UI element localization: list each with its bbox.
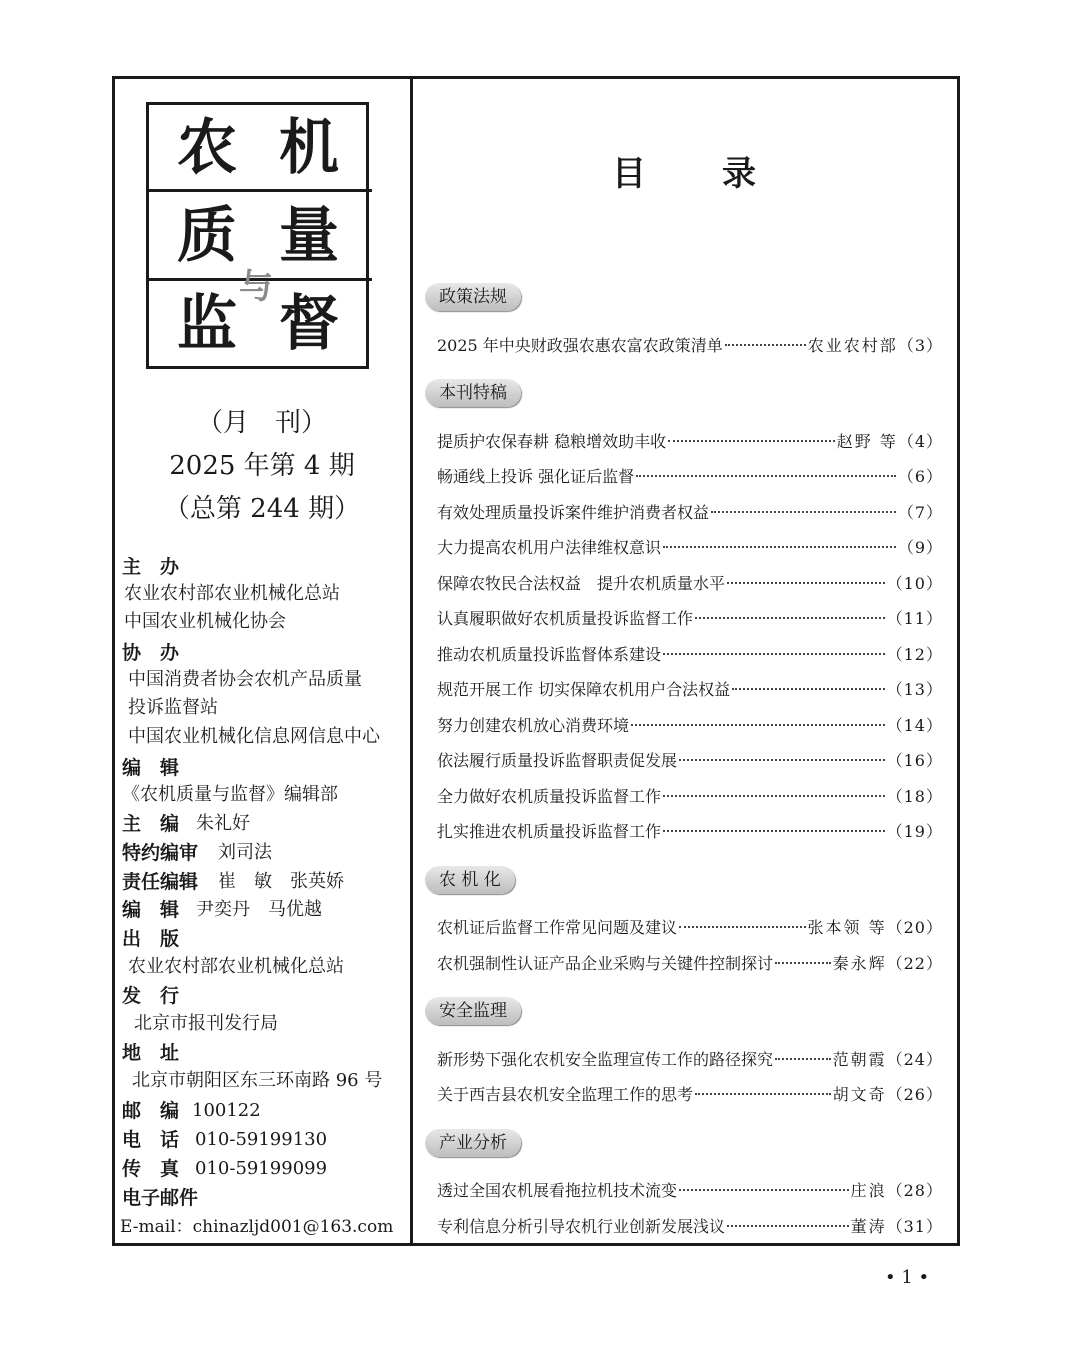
toc-entry[interactable] [437, 642, 943, 668]
toc-entry[interactable] [437, 1082, 943, 1108]
toc-entry-page: （6） [897, 467, 943, 486]
toc-entry-author: 胡文奇 [832, 1085, 887, 1104]
leader-dots [663, 830, 885, 832]
publisher-value: 农业农村部农业机械化总站 [128, 956, 344, 977]
toc-title: 目录 [612, 154, 832, 194]
toc-entry-author: 董涛 [850, 1217, 887, 1236]
email-label: 电子邮件 [122, 1187, 199, 1209]
toc-entry-title: 关于西吉县农机安全监理工作的思考 [437, 1085, 694, 1104]
toc-entry-title: 农机强制性认证产品企业采购与关键件控制探讨 [437, 954, 774, 973]
toc-entry-title: 提质护农保春耕 稳粮增效助丰收 [437, 432, 667, 451]
editors-label: 编 辑 [122, 899, 180, 921]
issue-number: 2025 年第 4 期 [169, 451, 355, 481]
leader-dots [679, 1189, 849, 1191]
toc-entry-page: （19） [886, 822, 943, 841]
logo-char-nong: 农 [177, 113, 237, 183]
fax-label: 传 真 [122, 1158, 180, 1180]
leader-dots [775, 962, 831, 964]
leader-dots [636, 475, 896, 477]
leader-dots [695, 1093, 831, 1095]
section-industry: 产业分析 [425, 1129, 521, 1157]
toc-entry-page: （10） [886, 574, 943, 593]
toc-entry-author: 农业农村部 [807, 336, 898, 355]
toc-entry-author: 庄浪 [850, 1181, 887, 1200]
logo-char-jian: 监 [177, 289, 237, 359]
toc-entry-page: （24） [886, 1050, 943, 1069]
cosponsor-value: 投诉监督站 [128, 697, 218, 718]
editor-value: 《农机质量与监督》编辑部 [122, 784, 338, 805]
toc-entry-page: （7） [897, 503, 943, 522]
toc-entry-title: 推动农机质量投诉监督体系建设 [437, 645, 662, 664]
column-divider [410, 76, 413, 1246]
toc-entry[interactable] [437, 819, 943, 845]
toc-entry-page: （4） [897, 432, 943, 451]
toc-entry-page: （9） [897, 538, 943, 557]
logo-char-yu: 与 [239, 267, 273, 307]
masthead-logo [146, 102, 369, 369]
toc-entry-title: 农机证后监督工作常见问题及建议 [437, 918, 678, 937]
toc-entry-title: 认真履职做好农机质量投诉监督工作 [437, 609, 694, 628]
toc-entry[interactable] [437, 1047, 943, 1073]
leader-dots [663, 795, 885, 797]
toc-entry[interactable] [437, 1178, 943, 1204]
leader-dots [727, 1225, 849, 1227]
toc-entry-author: 张本领 等 [807, 918, 887, 937]
section-mechanization: 农 机 化 [425, 866, 515, 894]
toc-entry[interactable] [437, 713, 943, 739]
leader-dots [663, 546, 896, 548]
toc-entry-page: （13） [886, 680, 943, 699]
toc-entry[interactable] [437, 464, 943, 490]
toc-entry[interactable] [437, 951, 943, 977]
leader-dots [679, 926, 806, 928]
leader-dots [695, 617, 885, 619]
leader-dots [727, 582, 885, 584]
postcode-label: 邮 编 [122, 1100, 180, 1122]
toc-entry-title: 依法履行质量投诉监督职责促发展 [437, 751, 678, 770]
cosponsor-value: 中国消费者协会农机产品质量 [128, 669, 362, 690]
logo-char-ji: 机 [279, 113, 339, 183]
toc-entry-page: （22） [886, 954, 943, 973]
toc-entry-page: （18） [886, 787, 943, 806]
special-editor-value: 刘司法 [218, 842, 272, 863]
editors-value: 尹奕丹 马优越 [196, 899, 322, 920]
phone-label: 电 话 [122, 1129, 180, 1151]
toc-entry-page: （20） [886, 918, 943, 937]
logo-char-zhi: 质 [177, 201, 237, 271]
leader-dots [631, 724, 885, 726]
toc-entry[interactable] [437, 915, 943, 941]
leader-dots [732, 688, 885, 690]
leader-dots [679, 759, 885, 761]
logo-rule [149, 189, 372, 192]
toc-entry[interactable] [437, 677, 943, 703]
logo-char-du: 督 [279, 289, 339, 359]
toc-entry[interactable] [437, 333, 943, 359]
phone-value: 010-59199130 [195, 1129, 328, 1150]
leader-dots [663, 653, 885, 655]
toc-entry-title: 2025 年中央财政强农惠农富农政策清单 [437, 336, 723, 355]
special-editor-label: 特约编审 [122, 842, 199, 864]
toc-entry[interactable] [437, 748, 943, 774]
fax-value: 010-59199099 [195, 1158, 328, 1179]
toc-entry-title: 畅通线上投诉 强化证后监督 [437, 467, 635, 486]
toc-entry-title: 大力提高农机用户法律维权意识 [437, 538, 662, 557]
sponsor-value: 中国农业机械化协会 [124, 611, 286, 632]
toc-entry-title: 保障农牧民合法权益 提升农机质量水平 [437, 574, 726, 593]
toc-entry-page: （14） [886, 716, 943, 735]
cosponsor-value: 中国农业机械化信息网信息中心 [128, 726, 380, 747]
sponsor-label: 主 办 [122, 556, 180, 578]
address-value: 北京市朝阳区东三环南路 96 号 [132, 1070, 383, 1091]
distributor-label: 发 行 [122, 985, 180, 1007]
section-feature: 本刊特稿 [425, 379, 521, 407]
toc-entry[interactable] [437, 535, 943, 561]
section-safety: 安全监理 [425, 997, 521, 1025]
distributor-value: 北京市报刊发行局 [134, 1013, 278, 1034]
toc-entry-title: 扎实推进农机质量投诉监督工作 [437, 822, 662, 841]
toc-entry-page: （3） [897, 336, 943, 355]
toc-entry-author: 范朝霞 [832, 1050, 887, 1069]
toc-entry[interactable] [437, 429, 943, 455]
toc-entry-page: （26） [886, 1085, 943, 1104]
toc-entry-title: 透过全国农机展看拖拉机技术流变 [437, 1181, 678, 1200]
logo-char-liang: 量 [279, 201, 339, 271]
toc-entry-title: 努力创建农机放心消费环境 [437, 716, 630, 735]
leader-dots [725, 344, 806, 346]
toc-entry-title: 新形势下强化农机安全监理宣传工作的路径探究 [437, 1050, 774, 1069]
toc-entry-page: （31） [886, 1217, 943, 1236]
editor-label: 编 辑 [122, 757, 180, 779]
chief-editor-value: 朱礼好 [196, 813, 250, 834]
toc-entry[interactable] [437, 1214, 943, 1240]
postcode-value: 100122 [192, 1100, 261, 1121]
toc-entry-page: （16） [886, 751, 943, 770]
toc-entry-author: 赵野 等 [836, 432, 898, 451]
issue-frequency: （月 刊） [196, 408, 327, 438]
chief-editor-label: 主 编 [122, 813, 180, 835]
toc-entry-title: 规范开展工作 切实保障农机用户合法权益 [437, 680, 731, 699]
toc-entry-title: 有效处理质量投诉案件维护消费者权益 [437, 503, 710, 522]
leader-dots [711, 511, 896, 513]
sponsor-value: 农业农村部农业机械化总站 [124, 583, 340, 604]
leader-dots [668, 440, 835, 442]
responsible-editor-label: 责任编辑 [122, 871, 199, 893]
cosponsor-label: 协 办 [122, 642, 180, 664]
toc-entry[interactable] [437, 500, 943, 526]
toc-entry[interactable] [437, 571, 943, 597]
toc-entry-author: 秦永辉 [832, 954, 887, 973]
issue-total: （总第 244 期） [163, 494, 361, 524]
toc-entry[interactable] [437, 784, 943, 810]
toc-entry-page: （12） [886, 645, 943, 664]
toc-entry-page: （11） [886, 609, 943, 628]
toc-entry-title: 全力做好农机质量投诉监督工作 [437, 787, 662, 806]
toc-entry-title: 专利信息分析引导农机行业创新发展浅议 [437, 1217, 726, 1236]
responsible-editor-value: 崔 敏 张英娇 [218, 871, 344, 892]
section-policy: 政策法规 [425, 283, 521, 311]
page-number: • 1 • [885, 1267, 930, 1288]
toc-entry-page: （28） [886, 1181, 943, 1200]
email-value: E-mail：chinazljd001@163.com [120, 1217, 394, 1237]
toc-entry[interactable] [437, 606, 943, 632]
publisher-label: 出 版 [122, 928, 180, 950]
address-label: 地 址 [122, 1042, 180, 1064]
leader-dots [775, 1058, 831, 1060]
